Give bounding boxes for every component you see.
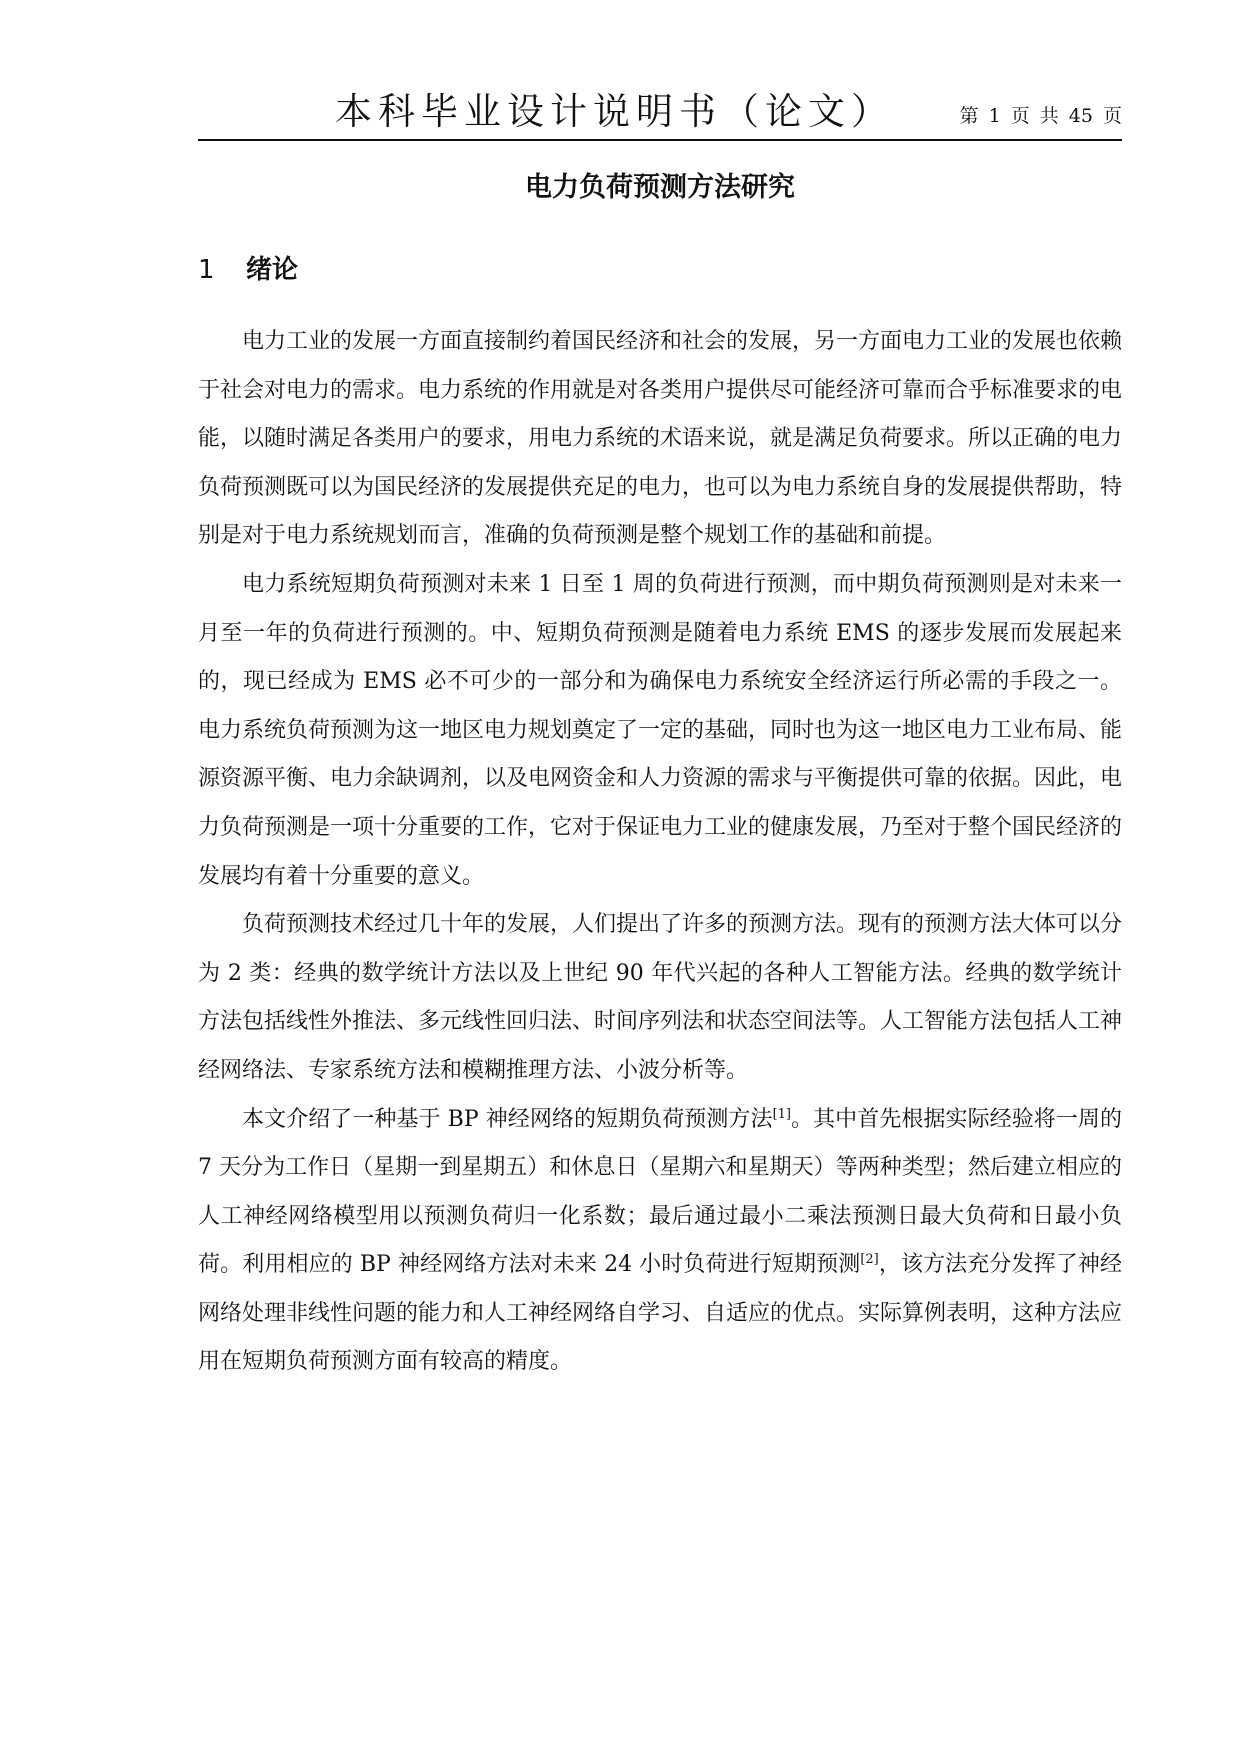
citation-ref: [2] — [860, 1252, 879, 1268]
header-divider — [198, 139, 1122, 141]
paragraph: 负荷预测技术经过几十年的发展，人们提出了许多的预测方法。现有的预测方法大体可以分为 2 类：经典的数学统计方法以及上世纪 90 年代兴起的各种人工智能方法。经典的数学统计方法包括线性外推法、多元线性回归法、时间序列法和状态空间法等。人工智能方法包括人工神经网络法、专家系统方法和模糊推理方法、小波分析等。 — [198, 912, 1123, 1083]
paragraph-text: 。其中首先根据实际经验将一周的 7 天分为工作日（星期一到星期五）和休息日（星期六和星期天）等两种类型；然后建立相应的人工神经网络模型用以预测负荷归一化系数；最后通过最小二乘法预测日最大负荷和日最小负荷。利用相应的 BP 神经网络方法对未来 24 小时负荷进行短期预测 — [198, 1106, 1122, 1278]
paragraph-text: ，该方法充分发挥了神经网络处理非线性问题的能力和人工神经网络自学习、自适应的优点。实际算例表明，这种方法应用在短期负荷预测方面有较高的精度。 — [198, 1252, 1123, 1375]
body-text — [198, 318, 1122, 1387]
paragraph: 电力工业的发展一方面直接制约着国民经济和社会的发展，另一方面电力工业的发展也依赖于社会对电力的需求。电力系统的作用就是对各类用户提供尽可能经济可靠而合乎标准要求的电能，以随时满足各类用户的要求，用电力系统的术语来说，就是满足负荷要求。所以正确的电力负荷预测既可以为国民经济的发展提供充足的电力，也可以为电力系统自身的发展提供帮助，特别是对于电力系统规划而言，准确的负荷预测是整个规划工作的基础和前提。 — [198, 329, 1123, 549]
page-number-info: 第 1 页 共 45 页 — [959, 105, 1122, 127]
paragraph-text: 本文介绍了一种基于 BP 神经网络的短期负荷预测方法 — [242, 1106, 773, 1132]
document-title: 电力负荷预测方法研究 — [525, 172, 795, 203]
paragraph — [198, 1096, 1122, 1388]
header-title: 本科毕业设计说明书（论文） — [335, 90, 894, 133]
citation-ref: [1] — [772, 1106, 791, 1122]
paragraph: 电力系统短期负荷预测对未来 1 日至 1 周的负荷进行预测，而中期负荷预测则是对未来一月至一年的负荷进行预测的。中、短期负荷预测是随着电力系统 EMS 的逐步发展而发展起来的，现已经成为 EMS 必不可少的一部分和为确保电力系统安全经济运行所必需的手段之一。电力系统负荷预测为这一地区电力规划奠定了一定的基础，同时也为这一地区电力工业布局、能源资源平衡、电力余缺调剂，以及电网资金和人力资源的需求与平衡提供可靠的依据。因此，电力负荷预测是一项十分重要的工作，它对于保证电力工业的健康发展，乃至对于整个国民经济的发展均有着十分重要的意义。 — [198, 571, 1123, 889]
section-number: 1 — [198, 255, 215, 285]
section-title: 绪论 — [246, 255, 299, 285]
section-heading — [198, 251, 298, 289]
running-header — [198, 90, 1122, 140]
